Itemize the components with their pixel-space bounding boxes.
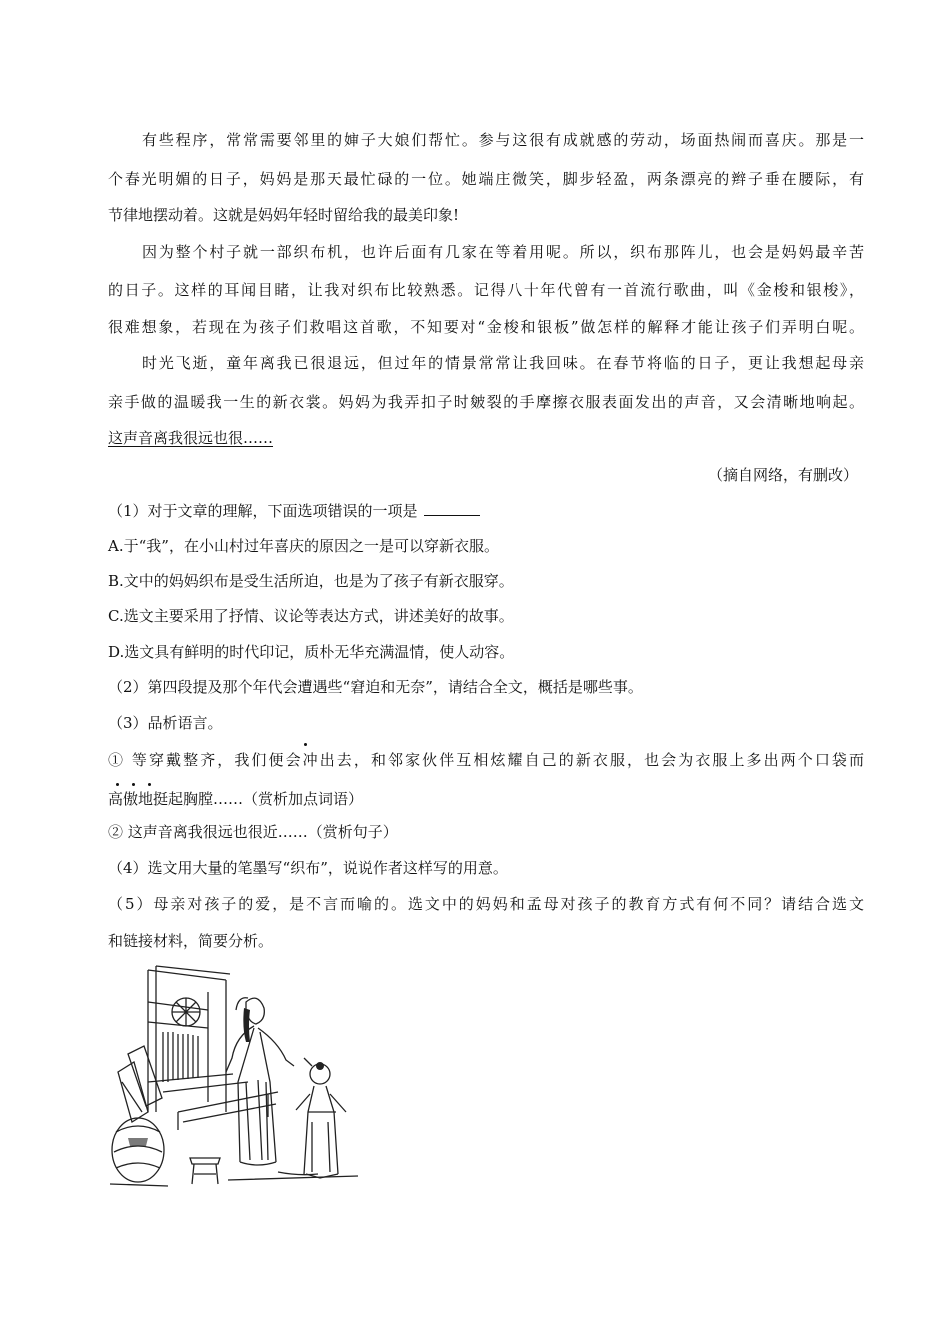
answer-blank[interactable]: [424, 501, 480, 516]
passage-p1-line1: 有些程序，常常需要邻里的婶子大娘们帮忙。参与这很有成就感的劳动，场面热闹而喜庆。那是一: [142, 131, 864, 149]
question-1-text: （1）对于文章的理解，下面选项错误的一项是: [108, 502, 418, 520]
passage-p3-line1: 时光飞逝，童年离我已很退远，但过年的情景常常让我回味。在春节将临的日子，更让我想起母亲: [142, 354, 864, 372]
question-3-item-a-line2: 高傲地挺起胸膛……（赏析加点词语）: [108, 790, 364, 808]
option-a: A.于“我”，在小山村过年喜庆的原因之一是可以穿新衣服。: [108, 537, 499, 555]
passage-p2-line3: 很难想象，若现在为孩子们救唱这首歌，不知要对“金梭和银板”做怎样的解释才能让孩子们弄明白呢。: [108, 318, 864, 336]
emphasis-dot: [304, 743, 307, 746]
passage-p3-line3: [108, 428, 864, 448]
question-5-line2: 和链接材料，简要分析。: [108, 932, 274, 950]
passage-p2-line1: 因为整个村子就一部织布机，也许后面有几家在等着用呢。所以，织布那阵儿，也会是妈妈最辛苦: [142, 243, 864, 261]
source-note: （摘自网络，有删改）: [707, 466, 858, 484]
question-3-item-a-line1: ① 等穿戴整齐，我们便会冲出去，和邻家伙伴互相炫耀自己的新衣服，也会为衣服上多出两个口袋而: [108, 751, 864, 769]
question-1: [108, 501, 864, 521]
question-2: （2）第四段提及那个年代会遭遇些“窘迫和无奈”，请结合全文，概括是哪些事。: [108, 678, 643, 696]
underlined-sentence: 这声音离我很远也很……: [108, 429, 274, 447]
option-d: D.选文具有鲜明的时代印记，质朴无华充满温情，使人动容。: [108, 643, 515, 661]
passage-p2-line2: 的日子。这样的耳闻目睹，让我对织布比较熟悉。记得八十年代曾有一首流行歌曲，叫《金梭和银梭》，: [108, 281, 864, 299]
question-3: （3）品析语言。: [108, 714, 223, 732]
loom-weaving-illustration: [108, 962, 360, 1194]
passage-p1-line2: 个春光明媚的日子，妈妈是那天最忙碌的一位。她端庄微笑，脚步轻盈，两条漂亮的辫子垂在腰际，有: [108, 170, 864, 188]
question-5-line1: （5）母亲对孩子的爱，是不言而喻的。选文中的妈妈和孟母对孩子的教育方式有何不同？请结合选文: [108, 895, 864, 913]
passage-p3-line2: 亲手做的温暖我一生的新衣裳。妈妈为我弄扣子时皴裂的手摩擦衣服表面发出的声音，又会清晰地响起。: [108, 393, 864, 411]
passage-p1-line3: 节律地摆动着。这就是妈妈年轻时留给我的最美印象!: [108, 206, 460, 224]
question-3-item-b: ② 这声音离我很远也很近……（赏析句子）: [108, 823, 398, 841]
option-c: C.选文主要采用了抒情、议论等表达方式，讲述美好的故事。: [108, 607, 514, 625]
option-b: B.文中的妈妈织布是受生活所迫，也是为了孩子有新衣服穿。: [108, 572, 514, 590]
question-4: （4）选文用大量的笔墨写“织布”，说说作者这样写的用意。: [108, 859, 508, 877]
emphasis-dot: [148, 783, 151, 786]
emphasis-dot: [116, 783, 119, 786]
emphasis-dot: [132, 783, 135, 786]
